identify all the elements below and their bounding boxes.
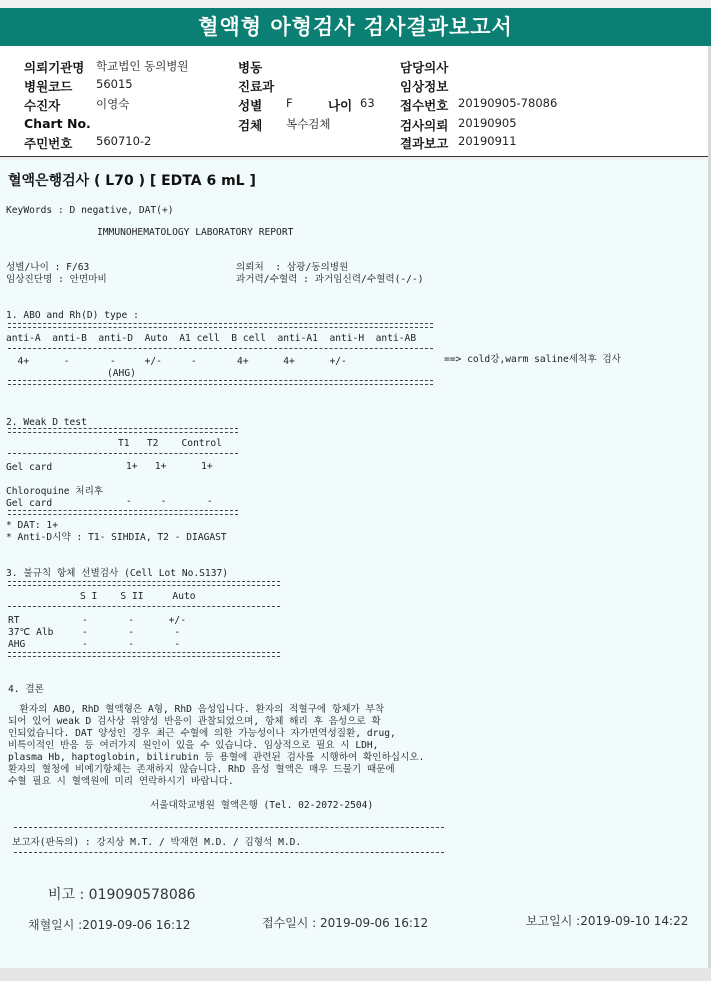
request-value: 20190905 bbox=[458, 116, 517, 130]
chart-label: Chart No. bbox=[24, 116, 91, 131]
conclusion-line: 되어 있어 weak D 검사상 위양성 반응이 관찰되었으며, 항체 해리 후 음성으로 확 bbox=[8, 716, 381, 727]
abs-row-values: - - - bbox=[82, 639, 181, 650]
reporter-line: 보고자(판독의) : 강지상 M.T. / 박재현 M.D. / 김형석 M.D. bbox=[12, 837, 302, 848]
abs-row-values: - - +/- bbox=[82, 615, 186, 626]
sex-value: F bbox=[286, 96, 293, 110]
age-label: 나이 bbox=[328, 98, 353, 113]
abs-header: S I S II Auto bbox=[80, 591, 196, 602]
report-value: 20190911 bbox=[458, 134, 517, 148]
divider bbox=[8, 652, 280, 657]
memo: 비고 : 019090578086 bbox=[48, 887, 196, 903]
ward-label: 병동 bbox=[238, 60, 263, 75]
doctor-label: 담당의사 bbox=[400, 60, 449, 75]
received-time: 접수일시 : 2019-09-06 16:12 bbox=[262, 916, 429, 930]
requester: 의뢰처 : 삼광/동의병원 bbox=[236, 262, 349, 273]
collector-value: 이영숙 bbox=[96, 97, 130, 111]
divider bbox=[14, 852, 444, 853]
conclusion-title: 4. 결론 bbox=[8, 684, 44, 695]
inst-label: 의뢰기관명 bbox=[24, 60, 85, 75]
code-label: 병원코드 bbox=[24, 79, 73, 94]
weakd-gel-values: 1+ 1+ 1+ bbox=[126, 461, 213, 472]
abo-comment: ==> cold강,warm saline세척후 검사 bbox=[444, 354, 621, 365]
divider bbox=[8, 453, 238, 454]
divider bbox=[8, 581, 280, 586]
request-label: 검사의뢰 bbox=[400, 118, 449, 133]
bottom-strip bbox=[0, 968, 711, 981]
abo-title: 1. ABO and Rh(D) type : bbox=[6, 310, 139, 321]
report-label: 결과보고 bbox=[400, 136, 449, 151]
inst-value: 학교법인 동의병원 bbox=[96, 59, 189, 73]
weakd-header: T1 T2 Control bbox=[118, 438, 222, 449]
keywords: KeyWords : D negative, DAT(+) bbox=[6, 205, 174, 216]
report-body bbox=[0, 160, 711, 968]
conclusion-line: 환자의 혈청에 비예기항체는 존재하지 않습니다. RhD 음성 혈액은 매우 드물기 때문에 bbox=[8, 764, 395, 775]
specimen-label: 검체 bbox=[238, 118, 263, 133]
divider bbox=[14, 827, 444, 828]
divider bbox=[8, 323, 433, 328]
history: 과거력/수혈력 : 과거임신력/수혈력(-/-) bbox=[236, 274, 424, 285]
rrn-value: 560710-2 bbox=[96, 134, 152, 148]
conclusion-line: 환자의 ABO, RhD 혈액형은 A형, RhD 음성입니다. 환자의 적혈구에 항체가 부착 bbox=[8, 704, 385, 715]
weakd-title: 2. Weak D test bbox=[6, 417, 87, 428]
section-title: 혈액은행검사 ( L70 ) [ EDTA 6 mL ] bbox=[8, 173, 256, 189]
antid-note: * Anti-D시약 : T1- SIHDIA, T2 - DIAGAST bbox=[6, 532, 227, 543]
abs-row-label: AHG bbox=[8, 639, 26, 650]
code-value: 56015 bbox=[96, 77, 133, 91]
abo-note: (AHG) bbox=[107, 368, 136, 379]
collector-label: 수진자 bbox=[24, 98, 61, 113]
divider bbox=[8, 428, 238, 433]
divider bbox=[8, 380, 433, 385]
sex-age: 성별/나이 : F/63 bbox=[6, 262, 90, 273]
page-title: 혈액형 아형검사 검사결과보고서 bbox=[0, 8, 711, 46]
lab-title: IMMUNOHEMATOLOGY LABORATORY REPORT bbox=[97, 227, 294, 238]
abo-headers: anti-A anti-B anti-D Auto A1 cell B cell anti-A1 anti-H anti-AB bbox=[6, 333, 417, 344]
dat-note: * DAT: 1+ bbox=[6, 520, 58, 531]
rrn-label: 주민번호 bbox=[24, 136, 73, 151]
conclusion-line: 인되었습니다. DAT 양성인 경우 최근 수혈에 의한 가능성이나 자가면역성질환, drug, bbox=[8, 728, 396, 739]
weakd-chloro-label: Chloroquine 처리후 bbox=[6, 486, 104, 497]
divider bbox=[8, 606, 280, 607]
dept-label: 진료과 bbox=[238, 79, 275, 94]
weakd-gel-label: Gel card bbox=[6, 462, 53, 473]
age-value: 63 bbox=[360, 96, 375, 110]
weakd-chloro-values: - - - bbox=[126, 496, 213, 507]
abs-row-values: - - - bbox=[82, 627, 181, 638]
weakd-chloro-gel: Gel card bbox=[6, 498, 53, 509]
diagnosis: 임상진단명 : 안면마비 bbox=[6, 274, 107, 285]
sex-label: 성별 bbox=[238, 98, 263, 113]
abo-values: 4+ - - +/- - 4+ 4+ +/- bbox=[6, 356, 347, 367]
abs-row-label: 37℃ Alb bbox=[8, 627, 54, 638]
reported-time: 보고일시 :2019-09-10 14:22 bbox=[526, 914, 689, 928]
divider bbox=[8, 348, 433, 349]
patient-info-header bbox=[0, 46, 711, 157]
conclusion-line: plasma Hb, haptoglobin, bilirubin 등 용혈에 관련된 검사를 시행하여 확인하십시오. bbox=[8, 752, 425, 763]
conclusion-line: 비특이적인 반응 등 여러가지 원인이 있을 수 있습니다. 임상적으로 필요 시 LDH, bbox=[8, 740, 379, 751]
abs-row-label: RT bbox=[8, 615, 20, 626]
divider bbox=[8, 510, 238, 515]
receipt-label: 접수번호 bbox=[400, 98, 449, 113]
conclusion-line: 수혈 필요 시 혈액원에 미리 연락하시기 바랍니다. bbox=[8, 776, 234, 787]
hospital-line: 서울대학교병원 혈액은행 (Tel. 02-2072-2504) bbox=[150, 800, 374, 811]
abs-title: 3. 불규칙 항체 선별검사 (Cell Lot No.S137) bbox=[6, 568, 229, 579]
clinical-label: 임상정보 bbox=[400, 79, 449, 94]
specimen-value: 복수검체 bbox=[286, 117, 331, 131]
receipt-value: 20190905-78086 bbox=[458, 96, 558, 110]
collected-time: 채혈일시 :2019-09-06 16:12 bbox=[28, 918, 191, 932]
